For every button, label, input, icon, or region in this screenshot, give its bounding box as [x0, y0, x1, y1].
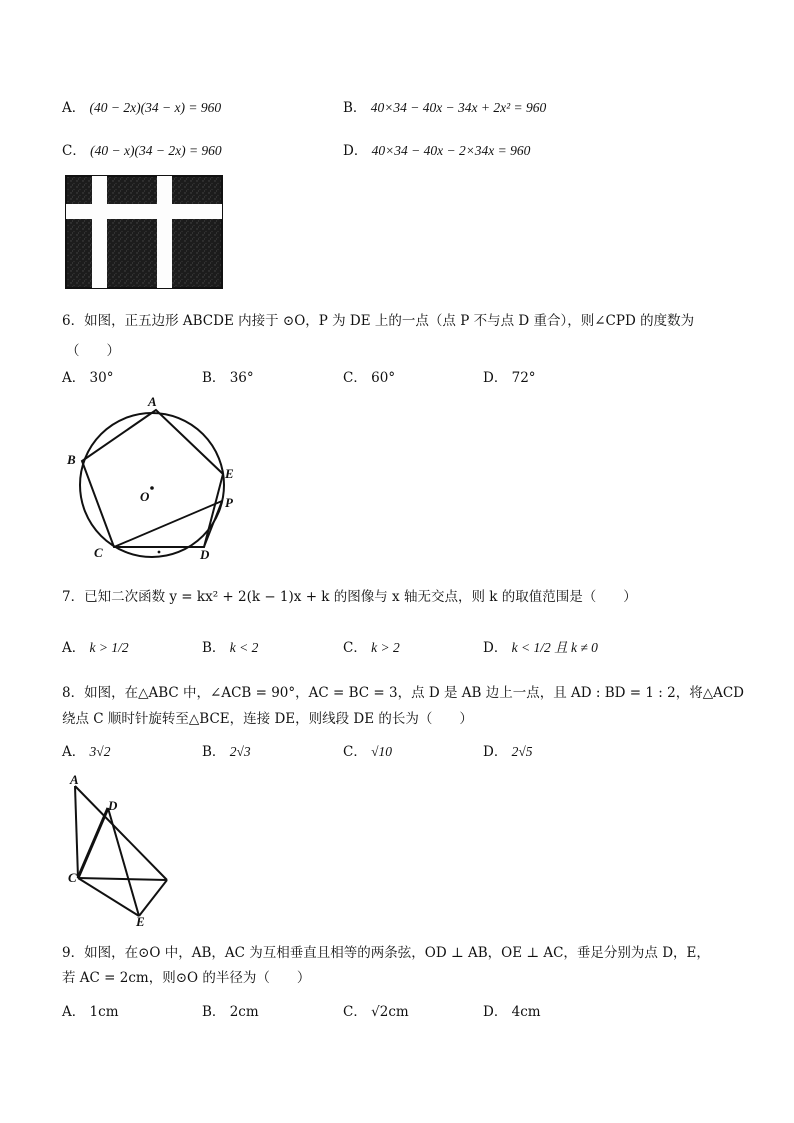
q8-option-d-letter: D． — [483, 744, 508, 760]
q8-label-c: C — [68, 870, 77, 885]
q7-option-b-letter: B． — [202, 640, 226, 656]
q8-option-a-text: 3√2 — [89, 744, 111, 759]
q8-label-d: D — [108, 798, 118, 813]
q9-option-c — [343, 1000, 409, 1020]
q9-option-b — [202, 1000, 259, 1020]
q9-stem-line1: 9．如图，在⊙O 中，AB，AC 为互相垂直且相等的两条弦，OD ⊥ AB，OE ⊥ AC，垂足分别为点 D，E， — [62, 945, 710, 961]
q9-option-b-text: 2cm — [229, 1004, 259, 1020]
q6-stem-line2: （ ） — [66, 343, 120, 359]
q8-option-c-letter: C． — [343, 744, 367, 760]
q6-label-a: A — [148, 394, 157, 409]
q5-option-b-letter: B． — [343, 100, 367, 116]
q8-option-a-letter: A． — [62, 744, 86, 760]
q5-option-d-letter: D． — [343, 143, 368, 159]
q7-option-d-text: k < 1/2 且 k ≠ 0 — [511, 640, 598, 655]
q8-option-d-text: 2√5 — [511, 744, 533, 759]
q8-option-b-letter: B． — [202, 744, 226, 760]
q6-option-d-letter: D． — [483, 370, 508, 386]
q5-option-d-text: 40×34 − 40x − 2×34x = 960 — [371, 143, 531, 158]
q7-option-c — [343, 636, 400, 656]
q7-option-d — [483, 636, 598, 656]
q8-figure-triangle — [62, 772, 177, 932]
q7-option-a — [62, 636, 129, 656]
q8-option-d — [483, 740, 533, 760]
q6-label-e: E — [225, 466, 234, 481]
q5-option-c-letter: C． — [62, 143, 86, 159]
q6-label-o: O — [140, 489, 150, 504]
q5-option-a-letter: A． — [62, 100, 86, 116]
q8-option-a — [62, 740, 110, 760]
q8-stem-line1: 8．如图，在△ABC 中，∠ACB = 90°，AC = BC = 3，点 D 是 AB 边上一点，且 AD : BD = 1 : 2，将△ACD — [62, 685, 744, 701]
q6-option-a — [62, 366, 113, 386]
q6-option-a-letter: A． — [62, 370, 86, 386]
q9-option-d — [483, 1000, 541, 1020]
q8-option-b — [202, 740, 251, 760]
q7-option-a-text: k > 1/2 — [89, 640, 129, 655]
q5-option-b — [343, 96, 546, 116]
q8-option-b-text: 2√3 — [229, 744, 251, 759]
q9-stem-line2: 若 AC = 2cm，则⊙O 的半径为（ ） — [62, 970, 311, 986]
q6-option-d-text: 72° — [511, 370, 536, 386]
q9-option-d-letter: D． — [483, 1004, 508, 1020]
q6-label-c: C — [94, 545, 103, 560]
q8-option-c-text: √10 — [371, 744, 393, 759]
q6-option-b-letter: B． — [202, 370, 226, 386]
q9-option-d-text: 4cm — [511, 1004, 541, 1020]
q6-option-d — [483, 366, 536, 386]
q5-option-b-text: 40×34 − 40x − 34x + 2x² = 960 — [370, 100, 547, 115]
q9-option-b-letter: B． — [202, 1004, 226, 1020]
q6-option-a-text: 30° — [89, 370, 114, 386]
q6-figure-pentagon — [62, 396, 252, 568]
q6-label-p: P — [225, 495, 233, 510]
q6-stem-line1: 6．如图，正五边形 ABCDE 内接于 ⊙O，P 为 DE 上的一点（点 P 不与点 D 重合），则∠CPD 的度数为 — [62, 313, 695, 329]
q5-figure-field — [64, 174, 224, 290]
q5-option-a — [62, 96, 221, 116]
q9-option-a — [62, 1000, 119, 1020]
q7-option-b — [202, 636, 258, 656]
q8-stem-line2: 绕点 C 顺时针旋转至△BCE，连接 DE，则线段 DE 的长为（ ） — [62, 711, 473, 727]
q7-option-c-text: k > 2 — [371, 640, 400, 655]
q6-label-d: D — [200, 547, 210, 562]
q8-label-e: E — [136, 914, 145, 929]
q6-option-c-letter: C． — [343, 370, 367, 386]
q7-option-c-letter: C． — [343, 640, 367, 656]
q8-option-c — [343, 740, 392, 760]
q7-option-d-letter: D． — [483, 640, 508, 656]
q6-option-c — [343, 366, 395, 386]
q7-option-a-letter: A． — [62, 640, 86, 656]
q5-option-a-text: (40 − 2x)(34 − x) = 960 — [89, 100, 222, 115]
q8-label-a: A — [70, 772, 79, 787]
q6-option-c-text: 60° — [371, 370, 396, 386]
q9-option-c-text: √2cm — [371, 1004, 409, 1020]
q5-option-d — [343, 139, 530, 159]
q7-option-b-text: k < 2 — [229, 640, 259, 655]
q9-option-a-letter: A． — [62, 1004, 86, 1020]
q9-option-c-letter: C． — [343, 1004, 367, 1020]
q7-stem: 7．已知二次函数 y = kx² + 2(k − 1)x + k 的图像与 x 轴无交点，则 k 的取值范围是（ ） — [62, 589, 637, 605]
q6-label-b: B — [67, 452, 76, 467]
q5-option-c-text: (40 − x)(34 − 2x) = 960 — [90, 143, 222, 158]
q5-option-c — [62, 139, 222, 159]
q6-option-b — [202, 366, 254, 386]
q6-option-b-text: 36° — [229, 370, 254, 386]
q9-option-a-text: 1cm — [89, 1004, 119, 1020]
